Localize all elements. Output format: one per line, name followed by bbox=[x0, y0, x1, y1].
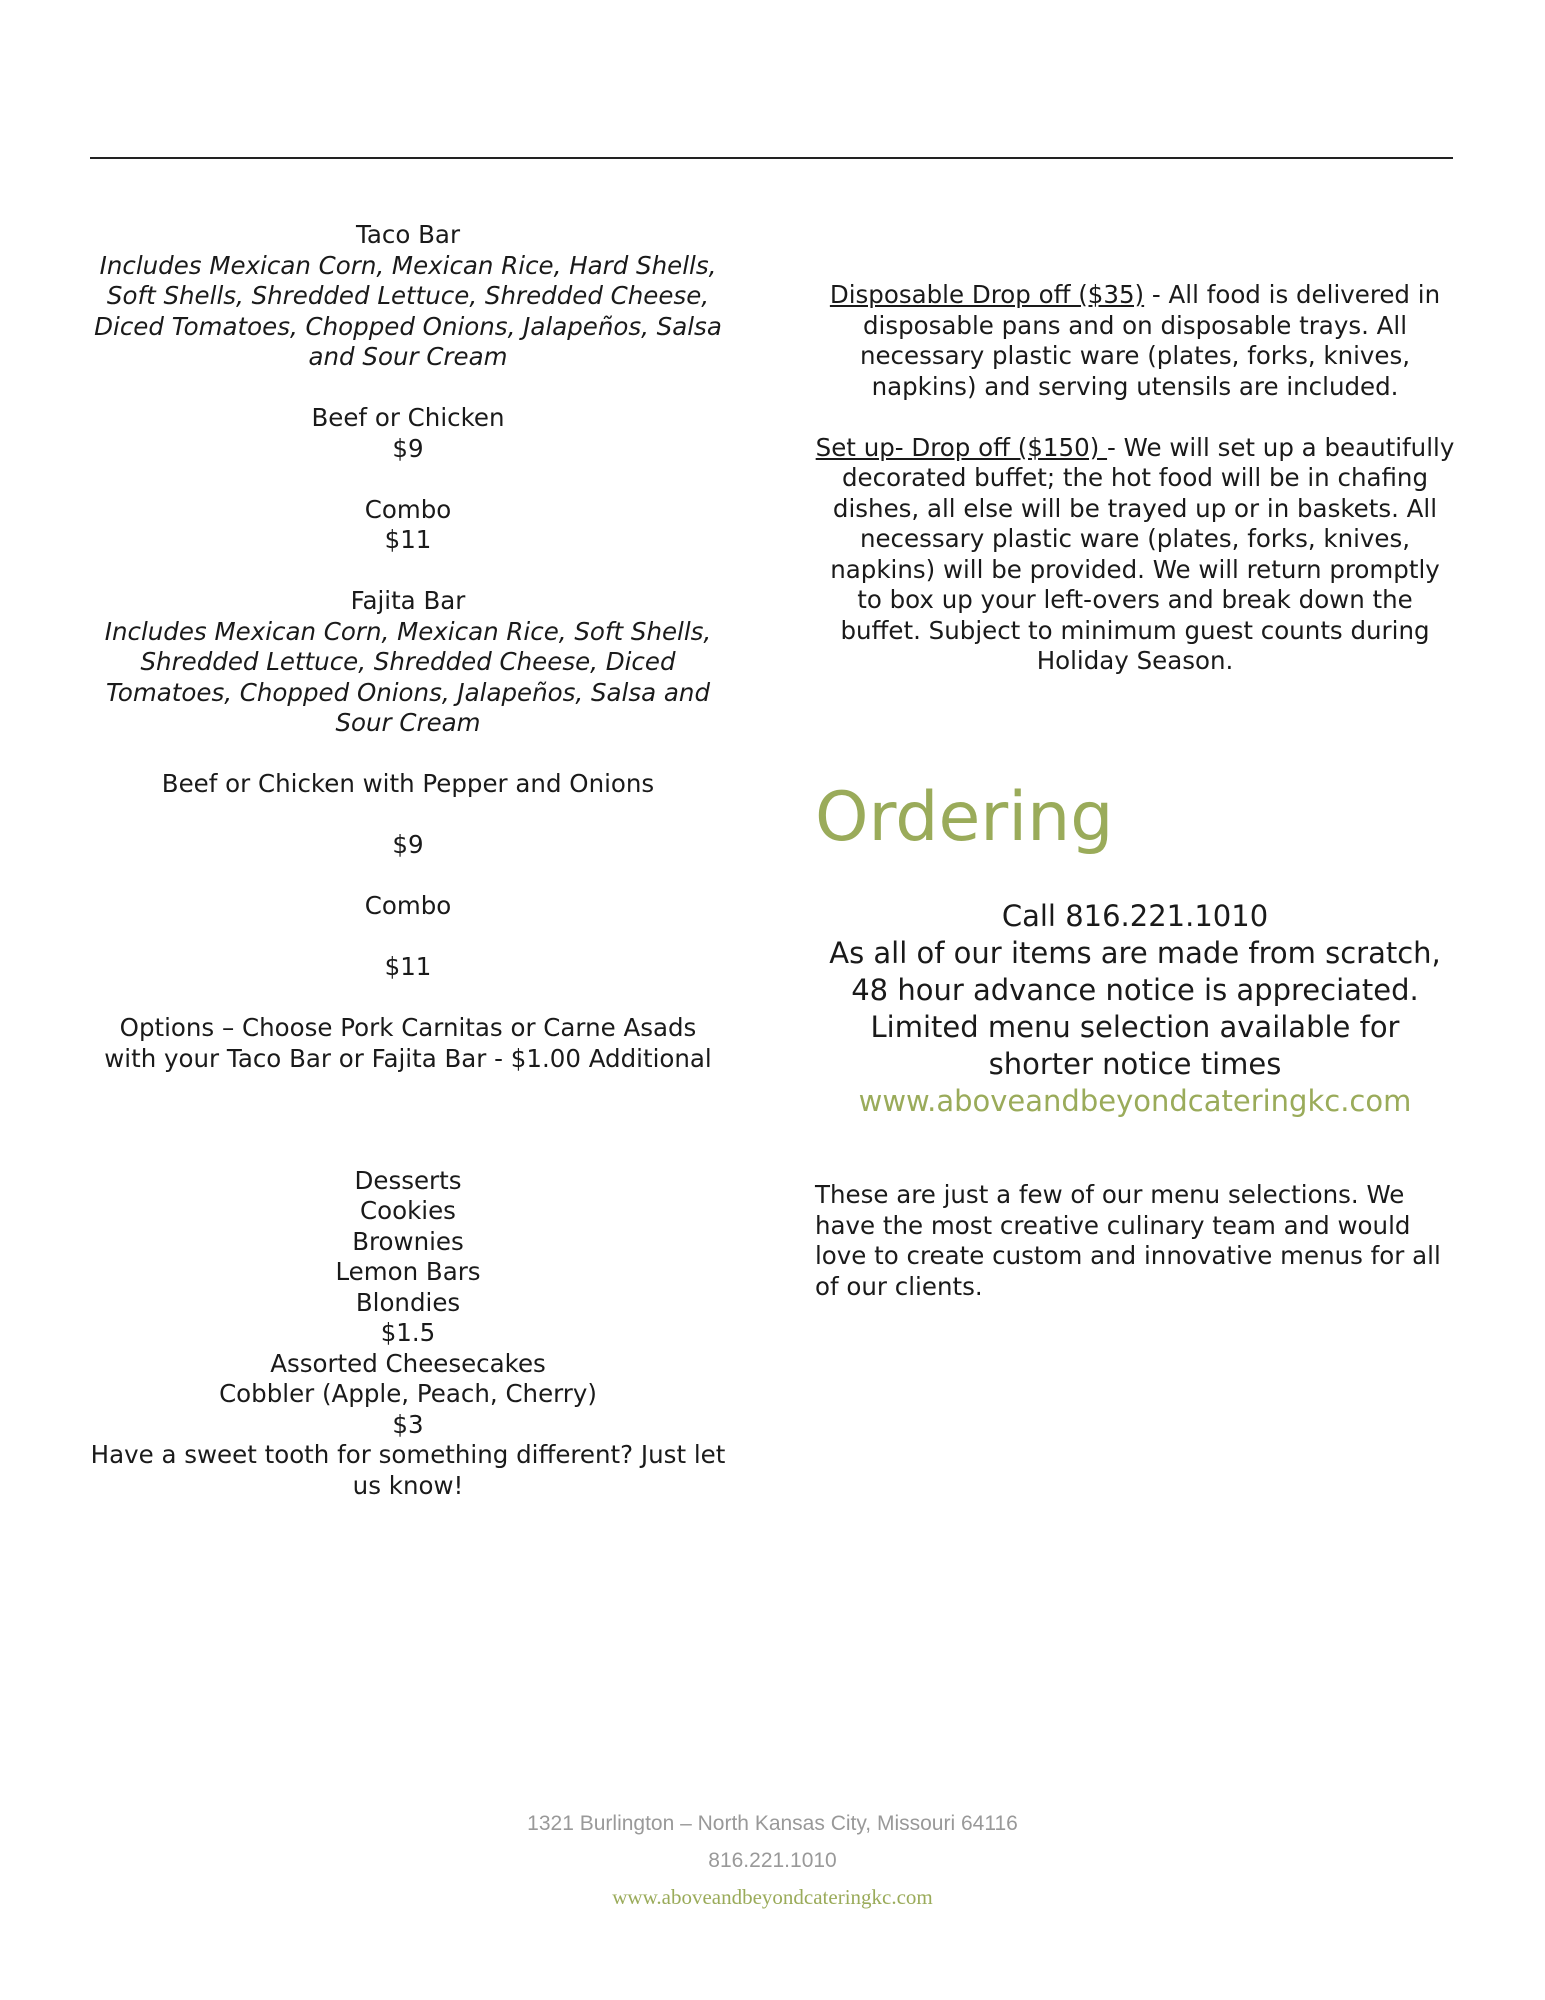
setup-dropoff-text: - We will set up a beautifully decorated buffet; the hot food will be in chafing dishes, all else will be trayed up or in baskets. All necessary plastic ware (plates, forks, knives, napkins) will be provided. We will return promptly to box up your left-overs and break down the buffet. Subject to minimum guest counts during Holiday Season. bbox=[830, 432, 1455, 675]
footer-phone: 816.221.1010 bbox=[708, 1849, 837, 1872]
dessert-item: Cookies bbox=[360, 1196, 456, 1225]
fajita-bar-title: Fajita Bar bbox=[350, 586, 466, 615]
dessert-price-1: $1.5 bbox=[380, 1318, 436, 1347]
dessert-item: Lemon Bars bbox=[335, 1257, 481, 1286]
ordering-heading: Ordering bbox=[815, 778, 1114, 857]
taco-option-1: Beef or Chicken bbox=[311, 403, 505, 432]
dessert-item: Assorted Cheesecakes bbox=[270, 1348, 546, 1378]
fajita-price-2: $11 bbox=[384, 952, 432, 981]
disposable-dropoff-text: - All food is delivered in disposable pans and on disposable trays. All necessary plastic ware (plates, forks, knives, napkins) and serving utensils are included. bbox=[859, 280, 1441, 401]
disposable-dropoff-label: Disposable Drop off ($35) bbox=[829, 280, 1145, 309]
service-column bbox=[815, 280, 1455, 677]
dessert-item: Blondies bbox=[355, 1287, 461, 1317]
call-number: Call 816.221.1010 bbox=[1001, 899, 1269, 933]
fajita-price-1: $9 bbox=[392, 830, 424, 859]
fajita-option-1: Beef or Chicken with Pepper and Onions bbox=[161, 769, 655, 798]
dessert-item: Cobbler (Apple, Peach, Cherry) bbox=[219, 1379, 597, 1408]
desserts-title: Desserts bbox=[354, 1165, 462, 1195]
taco-price-1: $9 bbox=[392, 433, 424, 463]
setup-dropoff-label: Set up- Drop off ($150) bbox=[815, 432, 1108, 462]
header-divider bbox=[90, 157, 1453, 159]
footer-address: 1321 Burlington – North Kansas City, Missouri 64116 bbox=[527, 1812, 1018, 1835]
desserts-note: Have a sweet tooth for something different? Just let us know! bbox=[90, 1440, 726, 1500]
ordering-block bbox=[815, 898, 1455, 1120]
taco-price-2: $11 bbox=[384, 525, 432, 554]
fajita-bar-description: Includes Mexican Corn, Mexican Rice, Soft Shells, Shredded Lettuce, Shredded Cheese, Diced Tomatoes, Chopped Onions, Jalapeños, Salsa and Sour Cream bbox=[104, 616, 712, 737]
footer bbox=[0, 1805, 1545, 1916]
menu-column bbox=[90, 220, 726, 1501]
advance-notice: As all of our items are made from scratch, 48 hour advance notice is appreciated. Limited menu selection available for shorter notice times bbox=[829, 936, 1441, 1081]
dessert-price-2: $3 bbox=[392, 1409, 424, 1439]
about-paragraph: These are just a few of our menu selections. We have the most creative culinary team and would love to create custom and innovative menus for all of our clients. bbox=[815, 1180, 1441, 1301]
fajita-option-2: Combo bbox=[364, 891, 452, 920]
taco-bar-title: Taco Bar bbox=[355, 220, 461, 249]
website-link[interactable]: www.aboveandbeyondcateringkc.com bbox=[858, 1084, 1412, 1118]
disposable-dropoff-paragraph bbox=[815, 280, 1455, 402]
dessert-item: Brownies bbox=[352, 1226, 464, 1256]
footer-website-link[interactable]: www.aboveandbeyondcateringkc.com bbox=[612, 1885, 933, 1909]
protein-options: Options – Choose Pork Carnitas or Carne Asads with your Taco Bar or Fajita Bar - $1.00 Additional bbox=[104, 1013, 712, 1073]
taco-option-2: Combo bbox=[364, 494, 452, 524]
taco-bar-description: Includes Mexican Corn, Mexican Rice, Hard Shells, Soft Shells, Shredded Lettuce, Shredded Cheese, Diced Tomatoes, Chopped Onions, Jalapeños, Salsa and Sour Cream bbox=[94, 250, 722, 371]
setup-dropoff-paragraph bbox=[815, 433, 1455, 677]
